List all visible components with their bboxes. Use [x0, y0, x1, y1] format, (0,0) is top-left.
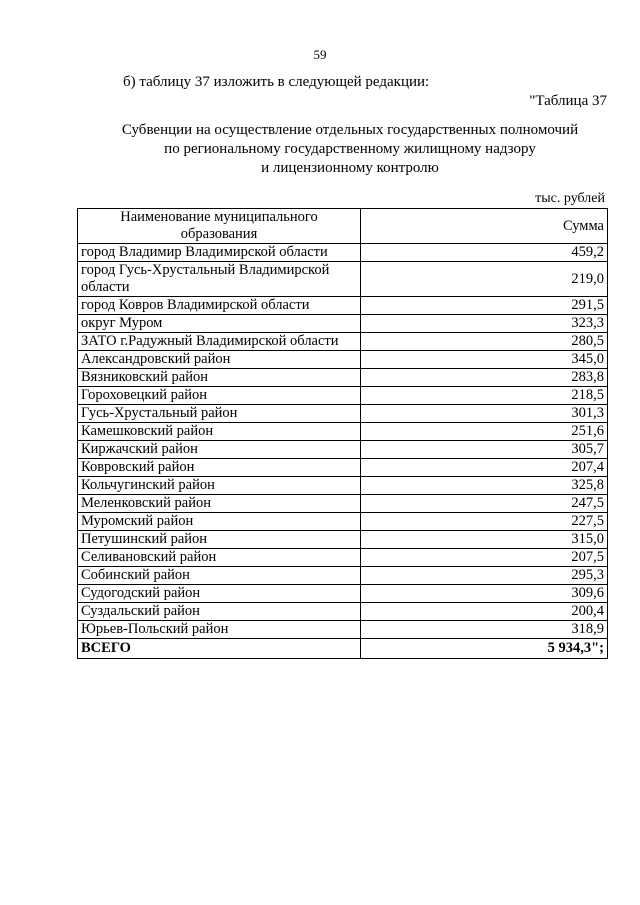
municipality-name: ЗАТО г.Радужный Владимирской области [78, 333, 361, 351]
subvention-sum: 227,5 [361, 513, 608, 531]
table-row [78, 423, 608, 441]
table-row [78, 351, 608, 369]
subvention-sum: 459,2 [361, 244, 608, 262]
subvention-sum: 318,9 [361, 621, 608, 639]
table-label: "Таблица 37 [529, 93, 607, 109]
table-row [78, 387, 608, 405]
table-row [78, 549, 608, 567]
municipality-name: Меленковский район [78, 495, 361, 513]
total-sum: 5 934,3"; [361, 639, 608, 659]
header-sum: Сумма [361, 209, 608, 244]
municipality-name: город Владимир Владимирской области [78, 244, 361, 262]
subvention-sum: 309,6 [361, 585, 608, 603]
subvention-sum: 315,0 [361, 531, 608, 549]
subvention-sum: 247,5 [361, 495, 608, 513]
instruction-text: б) таблицу 37 изложить в следующей редакции: [123, 74, 430, 90]
total-row [78, 639, 608, 659]
table-row [78, 405, 608, 423]
municipality-name: Судогодский район [78, 585, 361, 603]
municipality-name: Муромский район [78, 513, 361, 531]
municipality-name: Вязниковский район [78, 369, 361, 387]
subvention-sum: 283,8 [361, 369, 608, 387]
municipality-name: Гусь-Хрустальный район [78, 405, 361, 423]
title-line: Субвенции на осуществление отдельных государственных полномочий [121, 122, 579, 138]
subvention-sum: 345,0 [361, 351, 608, 369]
table-row [78, 585, 608, 603]
municipality-name: Александровский район [78, 351, 361, 369]
title-line: и лицензионному контролю [261, 160, 439, 176]
table-row [78, 244, 608, 262]
table-body [78, 244, 608, 659]
subvention-sum: 325,8 [361, 477, 608, 495]
municipality-name: город Ковров Владимирской области [78, 297, 361, 315]
header-name [78, 209, 361, 244]
subvention-sum: 200,4 [361, 603, 608, 621]
table-row [78, 513, 608, 531]
table-row [78, 441, 608, 459]
subvention-sum: 291,5 [361, 297, 608, 315]
units-label: тыс. рублей [535, 191, 605, 206]
table-row [78, 603, 608, 621]
title-line: по региональному государственному жилищному надзору [164, 141, 536, 157]
table-row [78, 333, 608, 351]
municipality-name: Камешковский район [78, 423, 361, 441]
table-header-row [78, 209, 608, 244]
subvention-sum: 280,5 [361, 333, 608, 351]
municipality-name: округ Муром [78, 315, 361, 333]
subvention-sum: 207,5 [361, 549, 608, 567]
municipality-name: город Гусь-Хрустальный Владимирской области [78, 262, 361, 297]
municipality-name: Ковровский район [78, 459, 361, 477]
subvention-sum: 218,5 [361, 387, 608, 405]
municipality-name: Юрьев-Польский район [78, 621, 361, 639]
subvention-sum: 301,3 [361, 405, 608, 423]
municipality-name: Суздальский район [78, 603, 361, 621]
subvention-sum: 323,3 [361, 315, 608, 333]
header-name-line2: образования [180, 226, 258, 242]
table-row [78, 297, 608, 315]
table-title [0, 121, 640, 178]
table-row [78, 567, 608, 585]
subvention-sum: 219,0 [361, 262, 608, 297]
total-label: ВСЕГО [78, 639, 361, 659]
table-row [78, 495, 608, 513]
municipality-name: Киржачский район [78, 441, 361, 459]
table-row [78, 369, 608, 387]
table-row [78, 531, 608, 549]
page-number: 59 [313, 47, 327, 62]
table-row [78, 477, 608, 495]
subvention-sum: 207,4 [361, 459, 608, 477]
table-row [78, 262, 608, 297]
table-row [78, 315, 608, 333]
municipality-name: Гороховецкий район [78, 387, 361, 405]
header-name-line1: Наименование муниципального [120, 209, 318, 225]
subvention-sum: 295,3 [361, 567, 608, 585]
subvention-sum: 251,6 [361, 423, 608, 441]
municipality-name: Кольчугинский район [78, 477, 361, 495]
municipality-name: Селивановский район [78, 549, 361, 567]
municipality-name: Собинский район [78, 567, 361, 585]
subvention-sum: 305,7 [361, 441, 608, 459]
subvention-table [77, 208, 608, 659]
municipality-name: Петушинский район [78, 531, 361, 549]
table-row [78, 621, 608, 639]
table-row [78, 459, 608, 477]
